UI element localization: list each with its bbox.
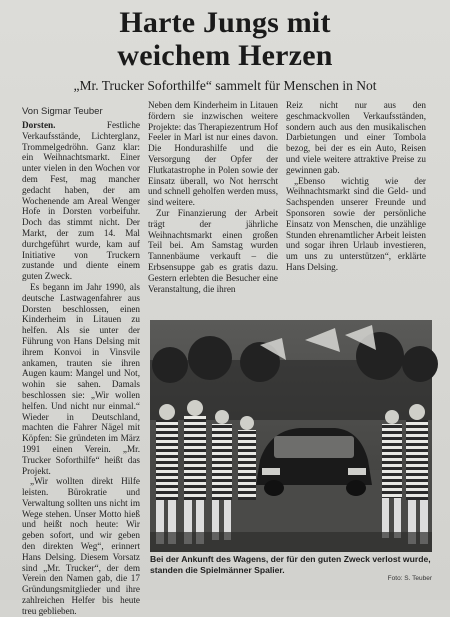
headline-line-1: Harte Jungs mit [119, 6, 331, 39]
article-column-2 [148, 100, 278, 320]
byline: Von Sigmar Teuber [22, 106, 103, 117]
paragraph [22, 120, 140, 282]
headline-line-2: weichem Herzen [117, 39, 333, 72]
photo-caption: Bei der Ankunft des Wagens, der für den guten Zweck verlost wurde, standen die Spielmänner Spalier. [150, 554, 431, 575]
article-column-3 [286, 100, 426, 320]
subheadline: „Mr. Trucker Soforthilfe“ sammelt für Menschen in Not [73, 78, 377, 93]
photo-illustration [150, 320, 432, 552]
paragraph: Zur Finanzierung der Arbeit trägt der jährliche Weihnachtsmarkt einen großen Teil bei. Am Samstag wurden Tannenbäume verkauft – die Erbsensuppe gab es gratis dazu. Gestern erlebten die Besucher eine Veranstaltung, die ihren [148, 207, 278, 294]
dateline: Dorsten. [22, 120, 56, 130]
paragraph-text: Festliche Verkaufsstände, Lichterglanz, Trommelgedröhn. Ganz klar: ein Weihnachtsmarkt. Einer unter vielen in den Wochen vor dem Fest, mag mancher gedacht haben, der am Wochenende am Areal Wenger Hofe in Dorsten vorbeifuhr. Doch das stimmt nicht. Der Markt, der zum 14. Mal durchgeführt wurde, kam auf Initiative von Truckern zustande und diente einem guten Zweck. [22, 120, 140, 282]
paragraph: Reiz nicht nur aus den geschmackvollen Verkaufsständen, sondern auch aus den musikalischen Darbietungen und einer Tombola bezog, bei der es ein Auto, Reisen und viele weitere attraktive Preise zu gewinnen gab. [286, 100, 426, 175]
paragraph: Neben dem Kinderheim in Litauen fördern sie inzwischen weitere Projekte: das Therapiezentrum Hof Feeler in Marl ist nur eines davon. Die Hondurashilfe und die Versorgung der Opfer der Flutkatastrophe in Polen sowie der Einsatz überall, wo Not herrscht und schnell geholfen werden muss, sind weitere. [148, 100, 278, 208]
paragraph: „Wir wollten direkt Hilfe leisten. Bürokratie und Verwaltung sollten uns nicht im Wege stehen. Unser Motto hieß und heißt noch heute: Wir geben sofort, und wir geben den direkten Weg“, erinnert Hans Delsing. Diesem Vorsatz sind „Mr. Trucker“, der dem Verein den Namen gab, die 17 Gründungsmitglieder und ihre zahlreichen Helfer bis heute treu geblieben. [22, 476, 140, 616]
news-photo [150, 320, 432, 552]
article-column-1 [22, 120, 140, 616]
photo-credit: Foto: S. Teuber [387, 575, 432, 582]
paragraph: „Ebenso wichtig wie der Weihnachtsmarkt sind die Geld- und Sachspenden unserer Freunde und Sponsoren sowie der persönliche Einsatz von Menschen, die unzählige Stunden ehrenamtlicher Arbeit leisten und sogar ihren Urlaub investieren, um uns zu unterstützen“, erklärte Hans Delsing. [286, 175, 426, 272]
headline [0, 6, 450, 72]
paragraph: Es begann im Jahr 1990, als deutsche Lastwagenfahrer aus Dorsten beschlossen, einen Kinderheim in Litauen zu helfen. Als sie unter der Führung von Hans Delsing mit ihrem Konvoi in Vinsvile ankamen, trauten sie ihren Augen kaum: Mangel und Not, wohin sie sahen. Damals beschlossen sie: „Wir wollen helfen. Und nicht nur einmal.“ Wieder in Deutschland, machten die Fahrer Nägel mit Köpfen: Sie gründeten im März 1991 einen Verein. „Mr. Trucker Soforthilfe“ heißt das Projekt. [22, 281, 140, 476]
